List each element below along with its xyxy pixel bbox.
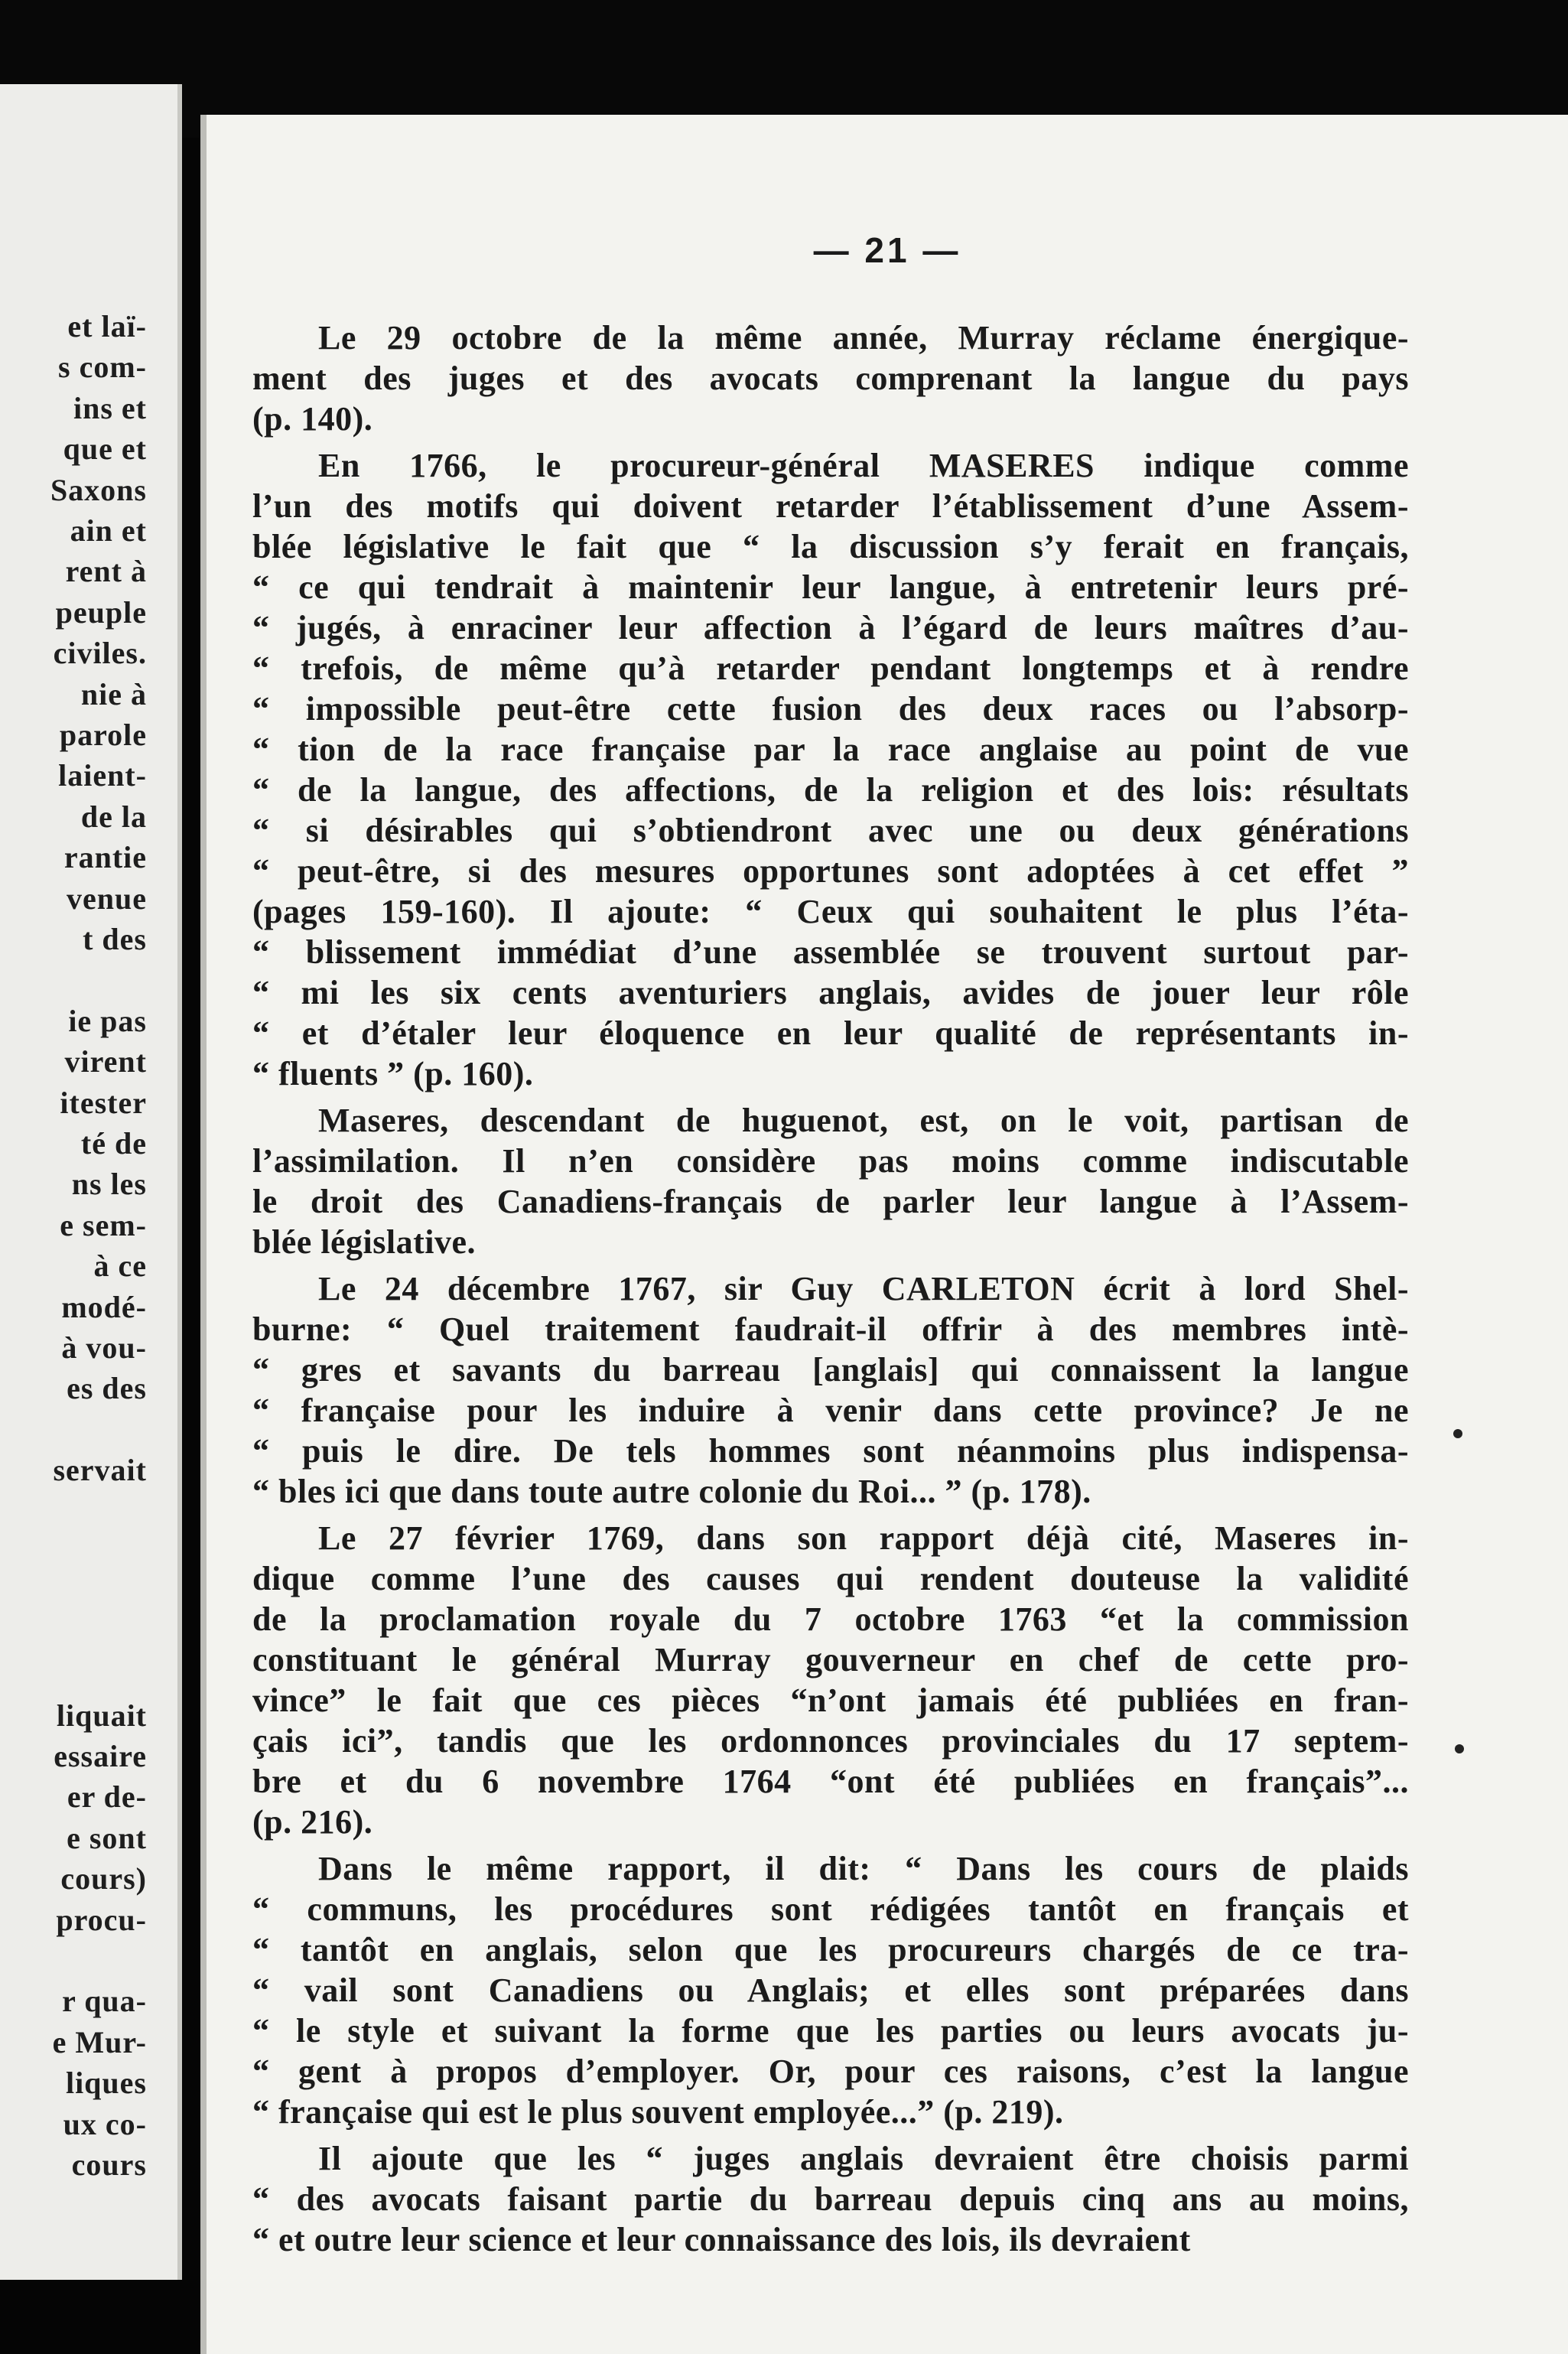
facing-page-line: cours): [60, 1861, 147, 1897]
text-line: bre et du 6 novembre 1764 “ont été publiées en français”...: [252, 1763, 1409, 1800]
text-line: blée législative le fait que “ la discussion s’y ferait en français,: [252, 528, 1409, 565]
text-line: Le 24 décembre 1767, sir Guy CARLETON écrit à lord Shel-: [318, 1270, 1409, 1307]
facing-page-line: ux co-: [63, 2106, 147, 2141]
facing-page-line: cours: [71, 2147, 147, 2182]
facing-page-line: à ce: [93, 1249, 147, 1284]
text-line: “ française qui est le plus souvent employée...” (p. 219).: [252, 2093, 1064, 2131]
text-line: (pages 159-160). Il ajoute: “ Ceux qui souhaitent le plus l’éta-: [252, 893, 1409, 930]
text-line: “ tantôt en anglais, selon que les procureurs chargés de ce tra-: [252, 1931, 1409, 1968]
facing-page-line: modé-: [61, 1289, 147, 1324]
scan-speck: [1453, 1429, 1462, 1438]
book-page: [200, 115, 1568, 2354]
facing-page-line: de la: [80, 799, 147, 834]
facing-page-line: laient-: [58, 758, 147, 793]
page-body: [252, 317, 1409, 2266]
facing-page-line: parole: [59, 718, 147, 752]
facing-page-line: à vou-: [61, 1330, 147, 1365]
facing-page-line: que et: [63, 431, 147, 467]
text-line: burne: “ Quel traitement faudrait-il offrir à des membres intè-: [252, 1310, 1409, 1348]
text-line: Le 27 février 1769, dans son rapport déjà cité, Maseres in-: [318, 1519, 1409, 1557]
text-line: (p. 216).: [252, 1803, 373, 1841]
facing-page-line: e sem-: [60, 1207, 147, 1242]
text-line: “ de la langue, des affections, de la religion et des lois: résultats: [252, 771, 1409, 809]
text-line: “ ce qui tendrait à maintenir leur langue, à entretenir leurs pré-: [252, 568, 1409, 606]
text-line: de la proclamation royale du 7 octobre 1763 “et la commission: [252, 1600, 1409, 1638]
text-line: l’assimilation. Il n’en considère pas moins comme indiscutable: [252, 1142, 1409, 1180]
text-line: dique comme l’une des causes qui rendent douteuse la validité: [252, 1560, 1409, 1597]
text-line: (p. 140).: [252, 400, 373, 438]
text-line: çais ici”, tandis que les ordonnonces provinciales du 17 septem-: [252, 1722, 1409, 1760]
text-line: “ gent à propos d’employer. Or, pour ces raisons, c’est la langue: [252, 2053, 1409, 2090]
text-line: blée législative.: [252, 1223, 476, 1261]
facing-page-line: virent: [64, 1044, 147, 1079]
paragraph: [252, 1100, 1409, 1262]
text-line: “ puis le dire. De tels hommes sont néanmoins plus indispensa-: [252, 1432, 1409, 1470]
text-line: “ peut-être, si des mesures opportunes sont adoptées à cet effet ”: [252, 852, 1409, 890]
facing-page-line: t des: [83, 922, 147, 956]
text-line: ment des juges et des avocats comprenant la langue du pays: [252, 360, 1409, 397]
text-line: “ mi les six cents aventuriers anglais, avides de jouer leur rôle: [252, 974, 1409, 1011]
facing-page-line: rent à: [65, 554, 147, 589]
facing-page-line: ns les: [71, 1167, 147, 1202]
paragraph: [252, 445, 1409, 1094]
facing-page-line: peuple: [55, 594, 147, 630]
facing-page-line: et laï-: [67, 309, 147, 343]
facing-page-line: er de-: [67, 1779, 147, 1815]
facing-page-line: liquait: [56, 1698, 147, 1733]
scan-speck: [1455, 1744, 1464, 1753]
paragraph: [252, 1268, 1409, 1512]
text-line: “ blissement immédiat d’une assemblée se trouvent surtout par-: [252, 933, 1409, 971]
text-line: “ si désirables qui s’obtiendront avec une ou deux générations: [252, 812, 1409, 849]
text-line: Dans le même rapport, il dit: “ Dans les cours de plaids: [318, 1850, 1409, 1887]
text-line: “ française pour les induire à venir dans cette province? Je ne: [252, 1392, 1409, 1429]
paragraph: [252, 1848, 1409, 2132]
facing-page-line: civiles.: [53, 636, 147, 671]
text-line: “ impossible peut-être cette fusion des deux races ou l’absorp-: [252, 690, 1409, 728]
text-line: Maseres, descendant de huguenot, est, on le voit, partisan de: [318, 1102, 1409, 1139]
facing-page-line: liques: [65, 2066, 147, 2101]
facing-page-line: s com-: [58, 350, 147, 385]
text-line: “ le style et suivant la forme que les parties ou leurs avocats ju-: [252, 2012, 1409, 2050]
facing-page-line: nie à: [80, 676, 147, 711]
text-line: vince” le fait que ces pièces “n’ont jamais été publiées en fran-: [252, 1682, 1409, 1719]
text-line: le droit des Canadiens-français de parler leur langue à l’Assem-: [252, 1183, 1409, 1220]
paragraph: [252, 317, 1409, 439]
facing-page-line: e sont: [67, 1820, 147, 1855]
facing-page-line: ins et: [73, 390, 147, 425]
text-line: “ vail sont Canadiens ou Anglais; et elles sont préparées dans: [252, 1971, 1409, 2009]
text-line: En 1766, le procureur-général MASERES indique comme: [318, 447, 1409, 484]
text-line: “ des avocats faisant partie du barreau depuis cinq ans au moins,: [252, 2180, 1409, 2218]
text-line: “ gres et savants du barreau [anglais] qui connaissent la langue: [252, 1351, 1409, 1389]
facing-page-line: itester: [60, 1085, 147, 1120]
facing-page-fragment: [0, 84, 182, 2280]
text-line: “ jugés, à enraciner leur affection à l’égard de leurs maîtres d’au-: [252, 609, 1409, 646]
text-line: “ tion de la race française par la race anglaise au point de vue: [252, 731, 1409, 768]
facing-page-line: rantie: [63, 840, 147, 875]
text-line: “ et outre leur science et leur connaissance des lois, ils devraient: [252, 2221, 1191, 2258]
text-line: l’un des motifs qui doivent retarder l’établissement d’une Assem-: [252, 487, 1409, 525]
page-number: — 21 —: [813, 230, 961, 270]
facing-page-line: té de: [80, 1126, 147, 1161]
facing-page-line: Saxons: [50, 472, 147, 507]
text-line: “ fluents ” (p. 160).: [252, 1055, 534, 1092]
paragraph: [252, 2138, 1409, 2260]
text-line: Il ajoute que les “ juges anglais devraient être choisis parmi: [318, 2140, 1409, 2177]
facing-page-line: r qua-: [62, 1984, 147, 2019]
text-line: “ bles ici que dans toute autre colonie du Roi... ” (p. 178).: [252, 1473, 1091, 1510]
text-line: “ trefois, de même qu’à retarder pendant longtemps et à rendre: [252, 650, 1409, 687]
text-line: “ et d’étaler leur éloquence en leur qualité de représentants in-: [252, 1014, 1409, 1052]
paragraph: [252, 1518, 1409, 1842]
text-line: “ communs, les procédures sont rédigées tantôt en français et: [252, 1890, 1409, 1928]
text-line: constituant le général Murray gouverneur en chef de cette pro-: [252, 1641, 1409, 1678]
facing-page-line: servait: [53, 1453, 147, 1488]
facing-page-line: procu-: [56, 1902, 147, 1937]
facing-page-line: ie pas: [68, 1003, 147, 1038]
text-line: Le 29 octobre de la même année, Murray réclame énergique-: [318, 319, 1409, 357]
facing-page-line: essaire: [54, 1739, 147, 1773]
facing-page-line: es des: [67, 1371, 147, 1406]
facing-page-line: venue: [67, 881, 147, 916]
facing-page-line: e Mur-: [52, 2024, 147, 2059]
facing-page-line: ain et: [70, 513, 147, 548]
